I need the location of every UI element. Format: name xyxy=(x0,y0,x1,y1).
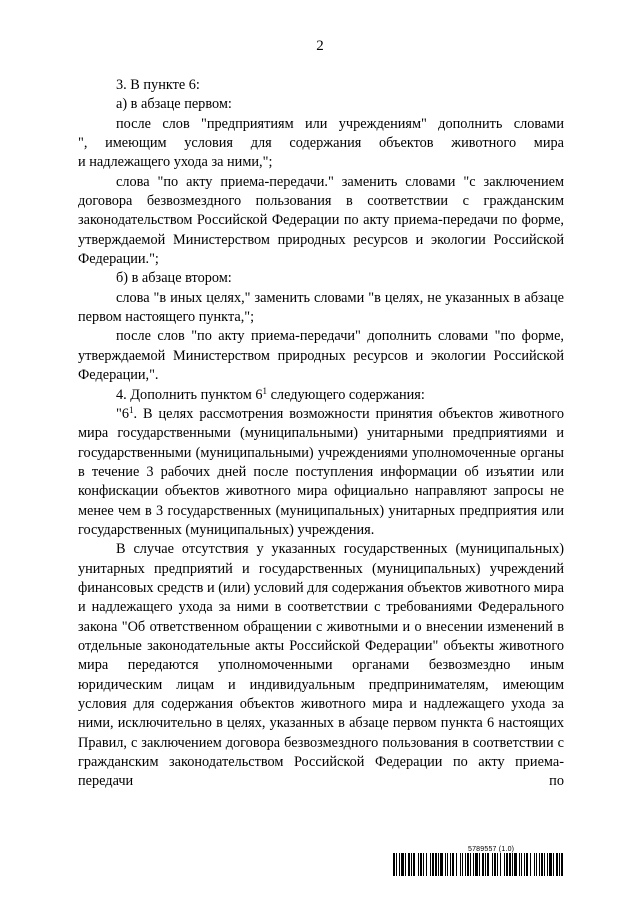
paragraph: б) в абзаце втором: xyxy=(116,270,232,287)
barcode-icon xyxy=(393,853,564,876)
paragraph-text: . В целях рассмотрения возможности принятия объектов животного мира государственными (муниципальными) унитарными предприятиями и государственными (муниципальными) учреждениями уполномоченные органы в течение 3 рабочих дней после поступления информации об изъятии или конфискации объектов животного мира официально направляют запросы не менее чем в 3 государственных (муниципальных) унитарных предприятия или государственных (муниципальных) учреждения. xyxy=(78,405,564,538)
paragraph: слова "по акту приема-передачи." заменить словами "с заключением договора безвозмездного пользования в соответствии с гражданским законодательством Российской Федерации по акту приема-передачи по форме, утверждаемой Министерством природных ресурсов и экологии Российской Федерации."; xyxy=(78,173,564,268)
document-body xyxy=(78,76,564,792)
paragraph: ", имеющим условия для содержания объектов животного мира xyxy=(78,135,564,152)
superscript: 1 xyxy=(129,404,134,415)
paragraph: В случае отсутствия у указанных государственных (муниципальных) унитарных предприятий и государственных (муниципальных) учреждений финансовых средств и (или) условий для содержания объектов животного мира и надлежащего ухода за ними в соответствии с требованиями Федерального закона "Об ответственном обращении с животными и о внесении изменений в отдельные законодательные акты Российской Федерации" объекты животного мира передаются уполномоченными органами безвозмездно иным юридическим лицам и индивидуальным предпринимателям, имеющим условия для содержания объектов животного мира и надлежащего ухода за ними, исключительно в целях, указанных в абзаце первом пункта 6 настоящих Правил, с заключением договора безвозмездного пользования в соответствии с гражданским законодательством Российской Федерации по акту приема-передачи по xyxy=(78,541,564,790)
superscript: 1 xyxy=(262,385,268,396)
barcode-label: 5789557 (1.0) xyxy=(468,846,515,853)
paragraph: после слов "предприятиям или учреждениям" дополнить словами xyxy=(116,115,564,132)
page-number: 2 xyxy=(316,38,324,54)
paragraph xyxy=(78,386,564,405)
paragraph: и надлежащего ухода за ними,"; xyxy=(78,154,273,171)
paragraph-text: следующего содержания: xyxy=(267,386,425,403)
paragraph-text: 4. Дополнить пунктом 6 xyxy=(116,386,263,403)
paragraph-text: "6 xyxy=(116,405,129,422)
paragraph: после слов "по акту приема-передачи" дополнить словами "по форме, утверждаемой Министерством природных ресурсов и экологии Российской Федерации,". xyxy=(78,328,564,384)
paragraph: а) в абзаце первом: xyxy=(116,96,232,113)
paragraph: слова "в иных целях," заменить словами "в целях, не указанных в абзаце первом настоящего пункта,"; xyxy=(78,289,564,326)
paragraph: 3. В пункте 6: xyxy=(116,77,200,93)
paragraph xyxy=(78,405,564,540)
